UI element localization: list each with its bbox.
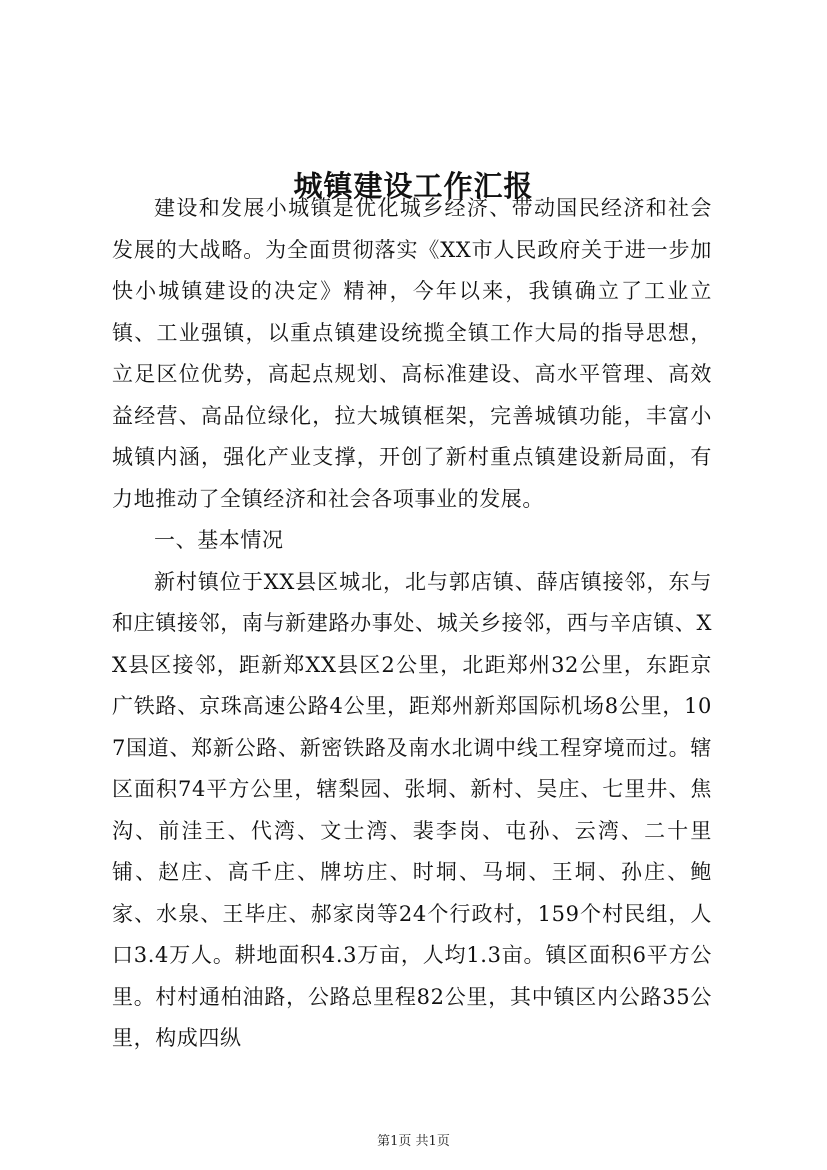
intro-paragraph: 建设和发展小城镇是优化城乡经济、带动国民经济和社会发展的大战略。为全面贯彻落实《XX市人民政府关于进一步加快小城镇建设的决定》精神，今年以来，我镇确立了工业立镇、工业强镇，以重点镇建设统揽全镇工作大局的指导思想，立足区位优势，高起点规划、高标准建设、高水平管理、高效益经营、高品位绿化，拉大城镇框架，完善城镇功能，丰富小城镇内涵，强化产业支撑，开创了新村重点镇建设新局面，有力地推动了全镇经济和社会各项事业的发展。 bbox=[112, 196, 712, 511]
section-heading-basic-info: 一、基本情况 bbox=[154, 528, 284, 552]
document-title: 城镇建设工作汇报 bbox=[293, 169, 534, 204]
basic-info-paragraph: 新村镇位于XX县区城北，北与郭店镇、薛店镇接邻，东与和庄镇接邻，南与新建路办事处、城关乡接邻，西与辛店镇、XX县区接邻，距新郑XX县区2公里，北距郑州32公里，东距京广铁路、京珠高速公路4公里，距郑州新郑国际机场8公里，107国道、郑新公路、新密铁路及南水北调中线工程穿境而过。辖区面积74平方公里，辖梨园、张垌、新村、吴庄、七里井、焦沟、前洼王、代湾、文士湾、裴李岗、屯孙、云湾、二十里铺、赵庄、高千庄、牌坊庄、时垌、马垌、王垌、孙庄、鲍家、水泉、王毕庄、郝家岗等24个行政村，159个村民组，人口3.4万人。耕地面积4.3万亩，人均1.3亩。镇区面积6平方公里。村村通柏油路，公路总里程82公里，其中镇区内公路35公里，构成四纵 bbox=[112, 569, 712, 1050]
document-body bbox=[112, 188, 712, 1060]
page-footer: 第1页 共1页 bbox=[377, 1134, 450, 1149]
